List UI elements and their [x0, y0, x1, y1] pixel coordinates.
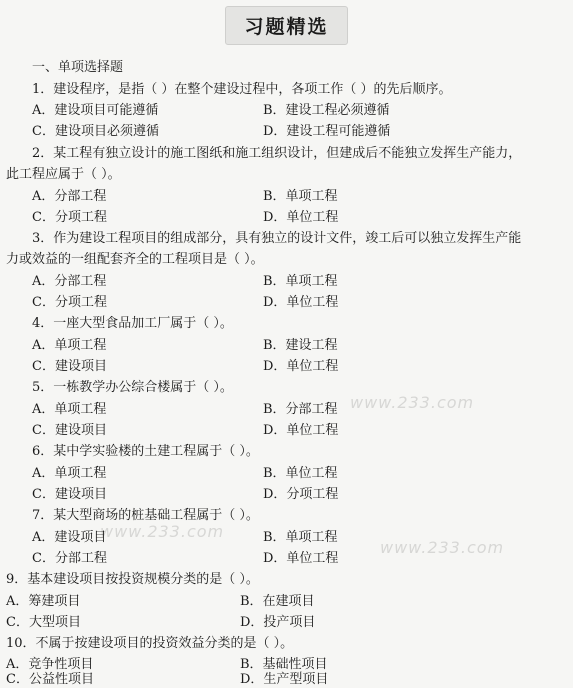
q5-option-c: C．建设项目 [32, 423, 107, 438]
q9-option-c: C．大型项目 [6, 615, 81, 630]
q6-option-d: D．分项工程 [263, 487, 339, 502]
q10-option-a: A．竞争性项目 [6, 657, 94, 672]
q10-option-c: C．公益性项目 [6, 672, 94, 687]
q5-option-a: A．单项工程 [32, 402, 107, 417]
question-4-stem: 4．一座大型食品加工厂属于（ ）。 [32, 316, 233, 331]
q2-option-a: A．分部工程 [32, 189, 107, 204]
q6-option-a: A．单项工程 [32, 466, 107, 481]
page-title: 习题精选 [225, 6, 347, 45]
q1-option-c: C．建设项目必须遵循 [32, 124, 159, 139]
q2-option-d: D．单位工程 [263, 210, 339, 225]
q2-option-b: B．单项工程 [263, 189, 338, 204]
section-heading: 一、单项选择题 [32, 60, 124, 75]
watermark-3: www.233.com [380, 538, 505, 557]
q9-option-a: A．筹建项目 [6, 594, 81, 609]
q3-option-c: C．分项工程 [32, 295, 107, 310]
q2-option-c: C．分项工程 [32, 210, 107, 225]
q4-option-b: B．建设工程 [263, 338, 338, 353]
q7-option-c: C．分部工程 [32, 551, 107, 566]
question-3-stem-line2: 力或效益的一组配套齐全的工程项目是（ ）。 [6, 252, 264, 267]
q6-option-b: B．单位工程 [263, 466, 338, 481]
question-10-stem: 10．不属于按建设项目的投资效益分类的是（ ）。 [6, 636, 294, 651]
question-6-stem: 6．某中学实验楼的土建工程属于（ ）。 [32, 444, 259, 459]
question-7-stem: 7．某大型商场的桩基础工程属于（ ）。 [32, 508, 259, 523]
q7-option-d: D．单位工程 [263, 551, 339, 566]
q10-option-d: D．生产型项目 [240, 672, 329, 687]
q9-option-d: D．投产项目 [240, 615, 316, 630]
question-3-stem-line1: 3．作为建设工程项目的组成部分，具有独立的设计文件，竣工后可以独立发挥生产能 [32, 231, 522, 246]
question-1-stem: 1．建设程序，是指（ ）在整个建设过程中，各项工作（ ）的先后顺序。 [32, 82, 452, 97]
q4-option-c: C．建设项目 [32, 359, 107, 374]
q4-option-a: A．单项工程 [32, 338, 107, 353]
question-2-stem-line1: 2．某工程有独立设计的施工图纸和施工组织设计，但建成后不能独立发挥生产能力， [32, 146, 522, 161]
q4-option-d: D．单位工程 [263, 359, 339, 374]
q7-option-b: B．单项工程 [263, 530, 338, 545]
q9-option-b: B．在建项目 [240, 594, 315, 609]
question-2-stem-line2: 此工程应属于（ ）。 [6, 167, 121, 182]
watermark-2: www.233.com [100, 522, 225, 541]
q3-option-a: A．分部工程 [32, 274, 107, 289]
q3-option-b: B．单项工程 [263, 274, 338, 289]
watermark-1: www.233.com [350, 393, 475, 412]
question-9-stem: 9．基本建设项目按投资规模分类的是（ ）。 [6, 572, 259, 587]
q10-option-b: B．基础性项目 [240, 657, 328, 672]
q3-option-d: D．单位工程 [263, 295, 339, 310]
question-5-stem: 5．一栋教学办公综合楼属于（ ）。 [32, 380, 233, 395]
q1-option-d: D．建设工程可能遵循 [263, 124, 391, 139]
q5-option-d: D．单位工程 [263, 423, 339, 438]
q6-option-c: C．建设项目 [32, 487, 107, 502]
q1-option-b: B．建设工程必须遵循 [263, 103, 390, 118]
q1-option-a: A．建设项目可能遵循 [32, 103, 159, 118]
q7-option-a: A．建设项目 [32, 530, 107, 545]
q5-option-b: B．分部工程 [263, 402, 338, 417]
